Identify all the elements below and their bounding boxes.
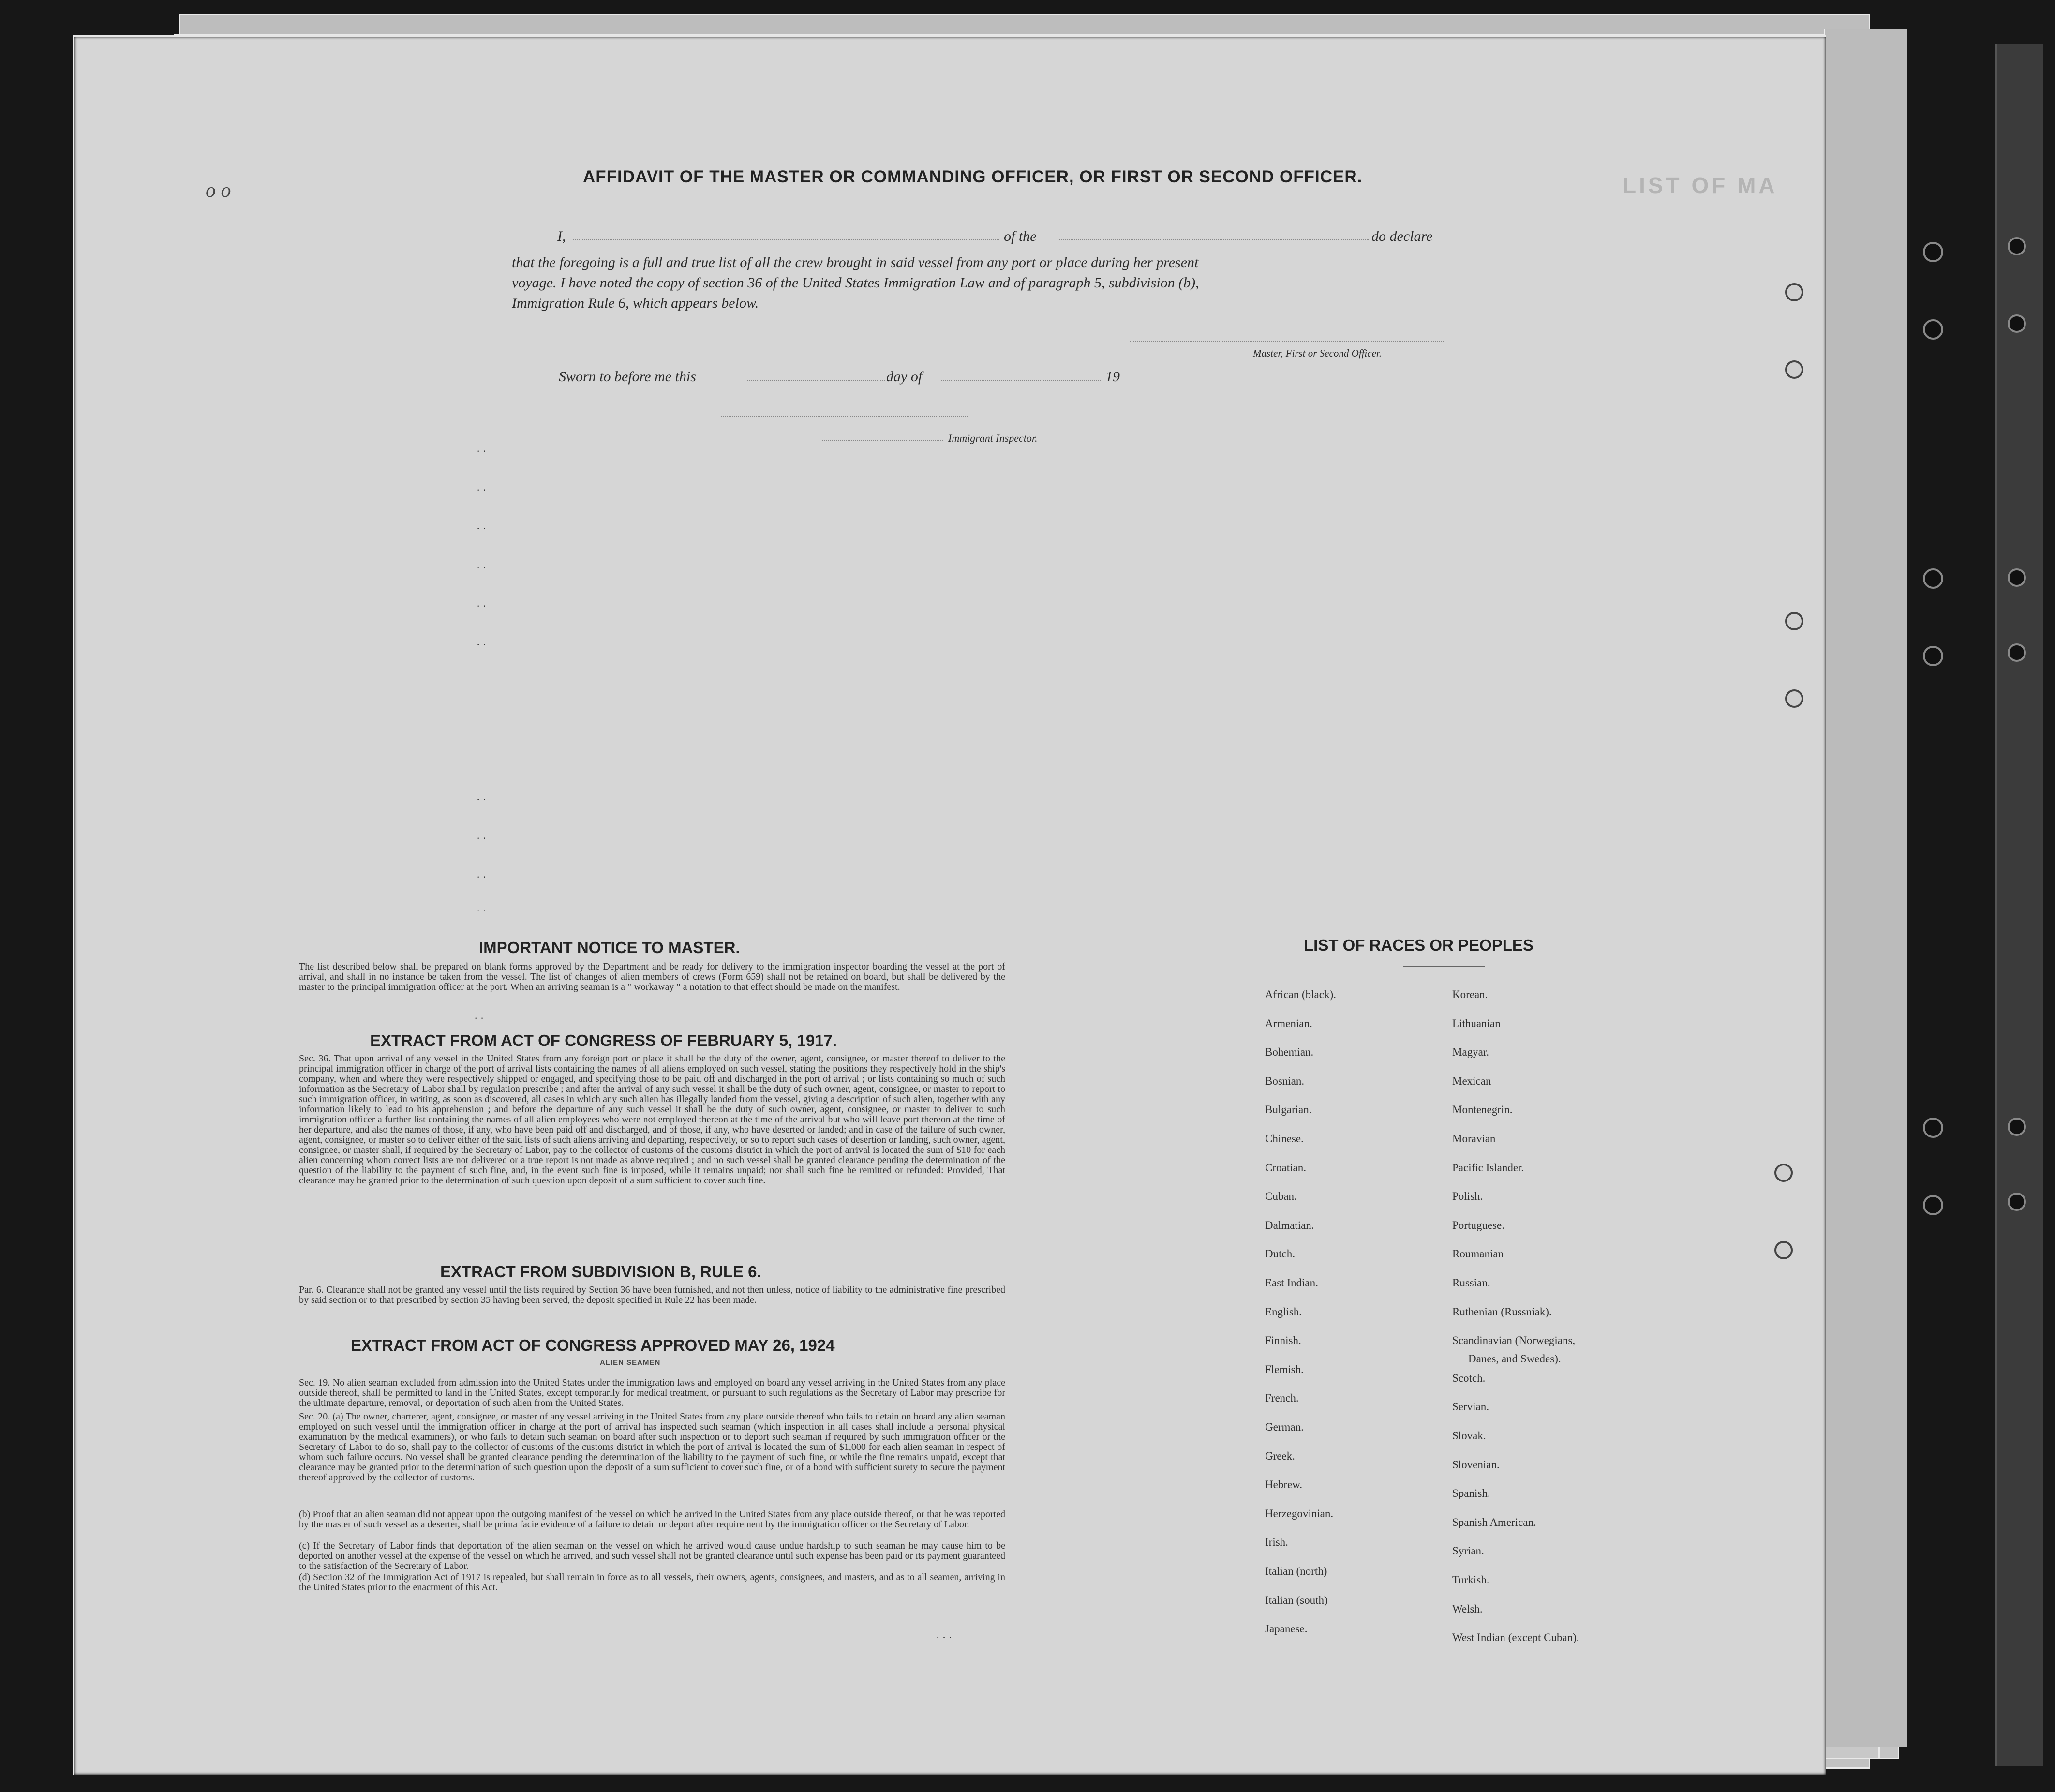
race-item: Montenegrin.	[1452, 1104, 1513, 1116]
race-item: Syrian.	[1452, 1545, 1484, 1557]
extract-1924-sec19: Sec. 19. No alien seaman excluded from admission into the United States under the immigration laws and employed on board any vessel arriving in the United States from any place outside thereof, shall be permitted to land in the United States, except temporarily for medical treatment, or pursuant to such regulations as the Secretary of Labor may prescribe for the ultimate departure, removal, or deportation of such alien from the United States.	[299, 1377, 1005, 1408]
affidavit-line: that the foregoing is a full and true list of all the crew brought in said vessel from any port or place during her present	[512, 254, 1199, 270]
sworn-day-blank[interactable]	[747, 380, 885, 381]
race-item: African (black).	[1265, 988, 1336, 1001]
binder-hole	[2008, 237, 2026, 255]
speck: · ·	[477, 905, 487, 917]
extract-rule6-title: EXTRACT FROM SUBDIVISION B, RULE 6.	[440, 1263, 761, 1281]
race-item: Ruthenian (Russniak).	[1452, 1305, 1552, 1318]
punch-hole	[1785, 612, 1803, 630]
binder-hole	[1923, 242, 1943, 262]
binder-hole	[2008, 643, 2026, 662]
alien-seamen-subtitle: ALIEN SEAMEN	[600, 1359, 661, 1367]
race-item: East Indian.	[1265, 1277, 1318, 1289]
extract-1924-sec20b: (b) Proof that an alien seaman did not appear upon the outgoing manifest of the vessel on which he arrived in the United States from any place outside thereof, or that he was reported by the master of such vessel as a deserter, shall be prima facie evidence of a failure to detain or deport after requirement by the immigration officer or the Secretary of Labor.	[299, 1509, 1005, 1530]
race-item: Spanish.	[1452, 1487, 1490, 1500]
affidavit-line: voyage. I have noted the copy of section 36 of the United States Immigration Law and of paragraph 5, subdivision (b),	[512, 275, 1199, 291]
race-item: Lithuanian	[1452, 1017, 1501, 1030]
affidavit-declare: do declare	[1371, 228, 1433, 244]
race-item: Hebrew.	[1265, 1478, 1303, 1491]
race-item: English.	[1265, 1305, 1302, 1318]
race-item: Portuguese.	[1452, 1219, 1504, 1231]
affidavit-line: Immigration Rule 6, which appears below.	[512, 295, 759, 311]
race-item: Danes, and Swedes).	[1468, 1353, 1561, 1365]
notice-body: The list described below shall be prepared on blank forms approved by the Department and be ready for delivery to the immigration inspector boarding the vessel at the port of arrival, and shall in no instance be taken from the vessel. The list of changes of alien members of crews (Form 659) shall not be retained on board, but shall be delivered by the master to the principal immigration officer at the port. When an arriving seaman is a " workaway " a notation to that effect should be made on the manifest.	[299, 961, 1005, 992]
binder-hole	[2008, 1118, 2026, 1136]
extract-1924-sec20c: (c) If the Secretary of Labor finds that deportation of the alien seaman on the vessel on which he arrived would cause undue hardship to such seaman he may cause him to be deported on another vessel at the expense of the vessel on which he arrived, and such vessel shall not be granted clearance until such expense has been paid or its payment guaranteed to the satisfaction of the Secretary of Labor.	[299, 1540, 1005, 1571]
notice-title: IMPORTANT NOTICE TO MASTER.	[479, 939, 740, 956]
race-item: Chinese.	[1265, 1133, 1304, 1145]
speck: · ·	[477, 871, 487, 883]
speck: · ·	[477, 561, 487, 573]
speck: · ·	[477, 523, 487, 535]
race-item: Armenian.	[1265, 1017, 1312, 1030]
binder-hole	[2008, 1193, 2026, 1211]
race-item: West Indian (except Cuban).	[1452, 1631, 1579, 1644]
page-edge-stack	[1824, 29, 1907, 1747]
name-blank[interactable]	[573, 239, 999, 240]
race-item: Irish.	[1265, 1536, 1288, 1549]
race-item: German.	[1265, 1421, 1304, 1433]
affidavit-i: I,	[557, 228, 566, 244]
punch-hole	[1785, 360, 1803, 379]
extract-1924-title: EXTRACT FROM ACT OF CONGRESS APPROVED MAY 26, 1924	[351, 1336, 835, 1354]
race-item: Bulgarian.	[1265, 1104, 1312, 1116]
race-item: Russian.	[1452, 1277, 1490, 1289]
race-item: Scandinavian (Norwegians,	[1452, 1334, 1576, 1347]
speck: · ·	[477, 600, 487, 612]
race-item: Pacific Islander.	[1452, 1161, 1524, 1174]
extract-rule6-body: Par. 6. Clearance shall not be granted any vessel until the lists required by Section 36 have been furnished, and not then unless, notice of liability to the administrative fine prescribed by said section or to that prescribed by section 35 having been served, the deposit specified in Rule 22 has been made.	[299, 1284, 1005, 1305]
vessel-blank[interactable]	[1059, 239, 1369, 240]
binder-strip	[1995, 44, 2043, 1766]
binder-hole	[2008, 314, 2026, 333]
race-item: Dalmatian.	[1265, 1219, 1314, 1231]
affidavit-title: AFFIDAVIT OF THE MASTER OR COMMANDING OFFICER, OR FIRST OR SECOND OFFICER.	[583, 167, 1363, 186]
binder-hole	[1923, 646, 1943, 666]
punch-hole	[1774, 1241, 1793, 1259]
race-item: Italian (north)	[1265, 1565, 1327, 1577]
race-item: Korean.	[1452, 988, 1488, 1001]
year-label: 19	[1105, 369, 1120, 385]
race-item: Servian.	[1452, 1401, 1489, 1413]
binder-hole	[1923, 568, 1943, 589]
day-of-label: day of	[886, 369, 923, 385]
races-title: LIST OF RACES OR PEOPLES	[1304, 936, 1534, 954]
speck: · ·	[477, 484, 487, 496]
race-item: French.	[1265, 1392, 1299, 1404]
binder-hole	[1923, 1195, 1943, 1215]
race-item: Moravian	[1452, 1133, 1496, 1145]
speck: · ·	[477, 445, 487, 457]
punch-hole	[1785, 283, 1803, 301]
inspector-line-1	[721, 416, 968, 417]
extract-1917-body: Sec. 36. That upon arrival of any vessel in the United States from any foreign port or place it shall be the duty of the owner, agent, consignee, or master thereof to deliver to the principal immigration officer in charge of the port of arrival lists containing the names of all aliens employed on such vessel, stating the positions they respectively hold in the ship's company, when and where they were respectively shipped or engaged, and specifying those to be paid off and discharged in the port of arrival ; or lists containing so much of such information as the Secretary of Labor shall by regulation prescribe ; and after the arrival of any such vessel it shall be the duty of such owner, agent, consignee, or master to report to such immigration officer, in writing, as soon as discovered, all cases in which any such alien has illegally landed from the vessel, giving a description of such alien, together with any information likely to lead to his apprehension ; and before the departure of any such vessel it shall be the duty of such owner, agent, consignee, or master to deliver to such immigration officer a further list containing the names of all alien employees who were not employed thereon at the time of the arrival but who will leave port thereon at the time of her departure, and also the names of those, if any, who have been paid off and discharged, and of those, if any, who have deserted or landed; and in case of the failure of such owner, agent, consignee, or master so to deliver either of the said lists of such aliens arriving and departing, respectively, or so to report such cases of desertion or landing, such owner, agent, consignee, or master shall, if required by the Secretary of Labor, pay to the collector of customs of the customs district in which the port of arrival is located the sum of $10 for each alien concerning whom correct lists are not delivered or a true report is not made as above required ; and no such vessel shall be granted clearance pending the determination of the question of the liability to the payment of such fine, and, in the event such fine is imposed, while it remains unpaid; nor shall such fine be remitted or refunded: Provided, That clearance may be granted prior to the determination of such question upon deposit of a sum sufficient to cover such fine.	[299, 1053, 1005, 1186]
races-title-rule	[1403, 966, 1485, 967]
master-signature-line[interactable]	[1130, 341, 1444, 342]
affidavit-of-the: of the	[1004, 228, 1037, 244]
race-item: Turkish.	[1452, 1574, 1489, 1586]
binder-hole	[1923, 1118, 1943, 1138]
race-item: Greek.	[1265, 1449, 1295, 1462]
inspector-signature-line[interactable]	[822, 440, 943, 441]
race-item: Croatian.	[1265, 1161, 1306, 1174]
punch-hole	[1774, 1164, 1793, 1182]
speck: · ·	[477, 639, 487, 651]
speck: · ·	[477, 793, 487, 806]
race-item: Magyar.	[1452, 1046, 1489, 1059]
inspector-caption: Immigrant Inspector.	[948, 432, 1038, 444]
race-item: Bosnian.	[1265, 1075, 1305, 1087]
extract-1917-title: EXTRACT FROM ACT OF CONGRESS OF FEBRUARY 5, 1917.	[370, 1031, 837, 1049]
binder-hole	[2008, 568, 2026, 587]
sworn-label: Sworn to before me this	[559, 369, 696, 385]
punch-hole	[1785, 689, 1803, 708]
race-item: Slovenian.	[1452, 1458, 1500, 1471]
race-item: Cuban.	[1265, 1190, 1297, 1203]
race-item: Scotch.	[1452, 1372, 1486, 1384]
speck: · · ·	[936, 1631, 952, 1643]
race-item: Finnish.	[1265, 1334, 1301, 1347]
margin-handwriting: o o	[206, 179, 231, 202]
race-item: Japanese.	[1265, 1623, 1308, 1635]
race-item: Bohemian.	[1265, 1046, 1314, 1059]
race-item: Slovak.	[1452, 1430, 1486, 1442]
race-item: Herzegovinian.	[1265, 1507, 1334, 1520]
extract-1924-sec20d: (d) Section 32 of the Immigration Act of 1917 is repealed, but shall remain in force as to all vessels, their owners, agents, consignees, and masters, and as to all seamen, arriving in the United States prior to the enactment of this Act.	[299, 1572, 1005, 1593]
sworn-month-blank[interactable]	[941, 380, 1101, 381]
speck: · ·	[474, 1012, 484, 1024]
race-item: Flemish.	[1265, 1363, 1304, 1375]
binder-hole	[1923, 319, 1943, 340]
speck: · ·	[477, 832, 487, 844]
signature-caption: Master, First or Second Officer.	[1253, 347, 1382, 359]
race-item: Spanish American.	[1452, 1516, 1536, 1528]
race-item: Polish.	[1452, 1190, 1483, 1203]
race-item: Welsh.	[1452, 1602, 1483, 1615]
race-item: Italian (south)	[1265, 1594, 1328, 1606]
race-item: Dutch.	[1265, 1248, 1295, 1260]
bleed-through-text: LIST OF MA	[1623, 173, 1778, 198]
extract-1924-sec20a: Sec. 20. (a) The owner, charterer, agent, consignee, or master of any vessel arriving in the United States from any place outside thereof who fails to detain on board any alien seaman employed on such vessel until the immigration officer in charge at the port of arrival has inspected such seaman (which inspection in all cases shall include a personal physical examination by the medical examiners), or who fails to detain such seaman on board after such inspection or to deport such seaman if required by such immigration officer or the Secretary of Labor to do so, shall pay to the collector of customs of the customs district in which the port of arrival is located the sum of $1,000 for each alien seaman in respect of whom such failure occurs. No vessel shall be granted clearance pending the determination of the liability to the payment of such fine, or while the fine remains unpaid, except that clearance may be granted prior to the determination of such question upon the deposit of a sum sufficient to cover such fine, or of a bond with sufficient surety to secure the payment thereof approved by the collector of customs.	[299, 1411, 1005, 1483]
race-item: Mexican	[1452, 1075, 1491, 1087]
race-item: Roumanian	[1452, 1248, 1504, 1260]
